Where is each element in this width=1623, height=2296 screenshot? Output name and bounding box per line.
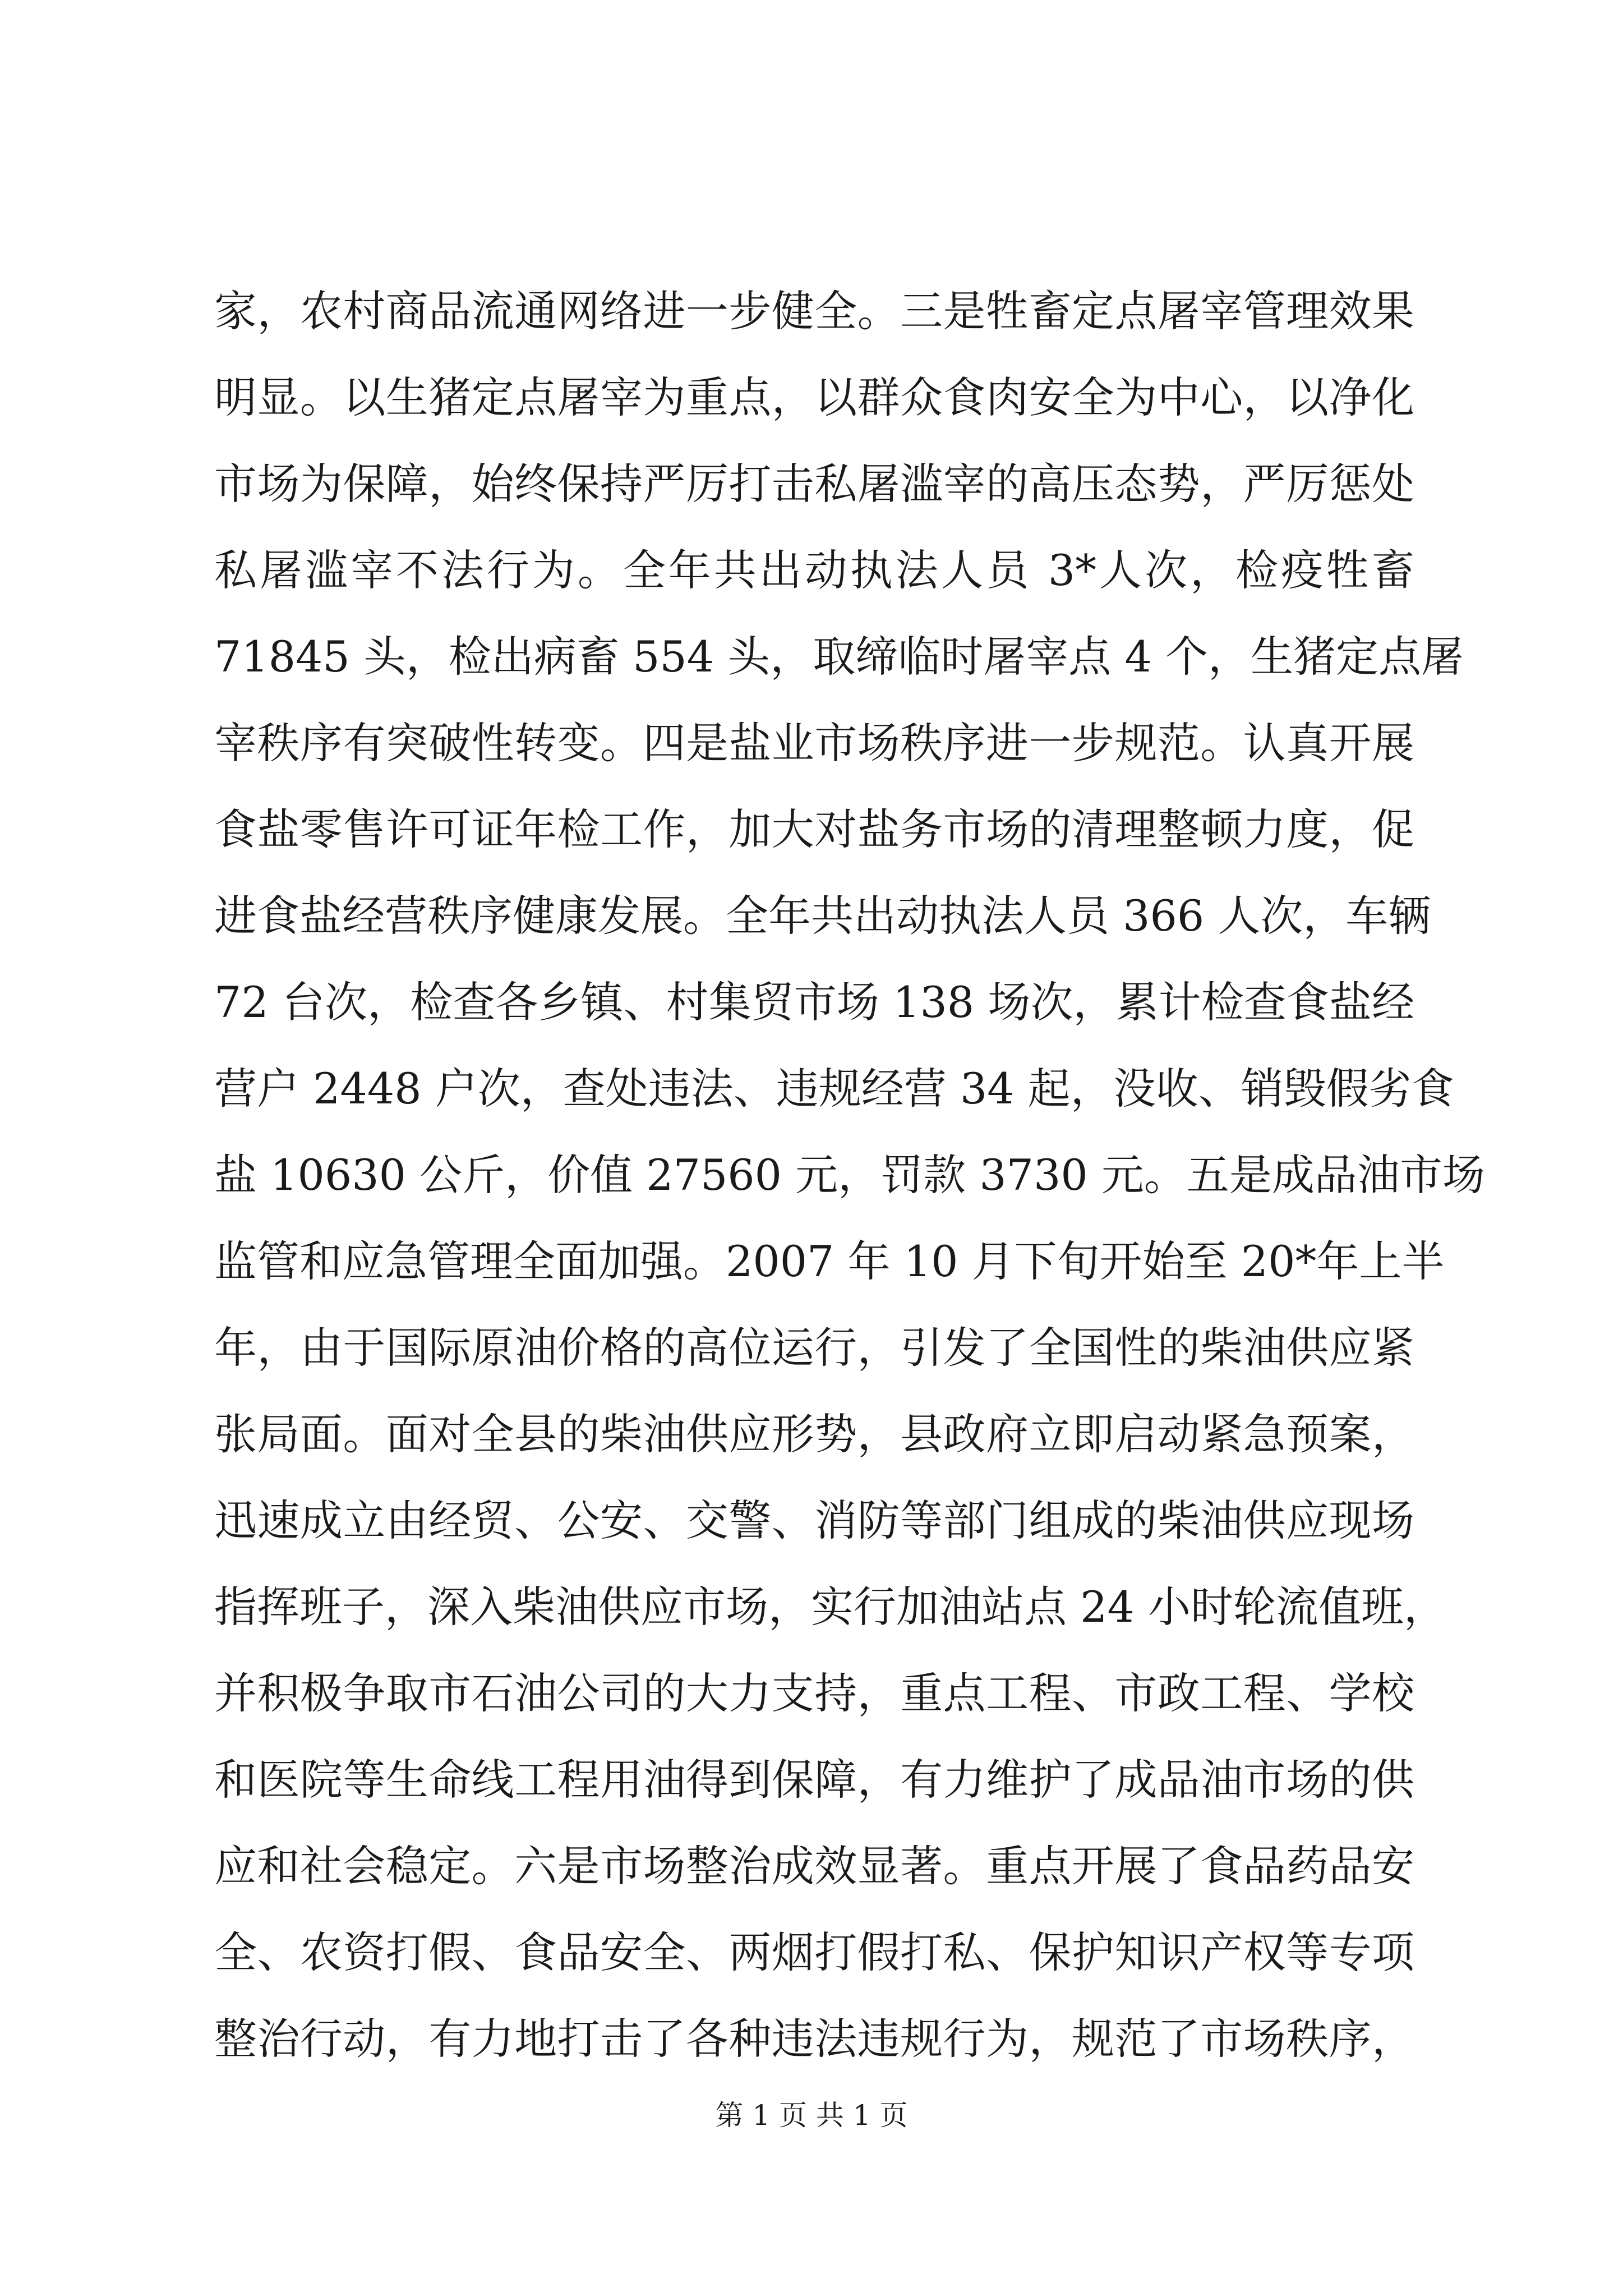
text-line: 年，由于国际原油价格的高位运行，引发了全国性的柴油供应紧 [214,1323,1414,1373]
text-line: 应和社会稳定。六是市场整治成效显著。重点开展了食品药品安 [214,1841,1414,1891]
text-line: 明显。以生猪定点屠宰为重点，以群众食肉安全为中心，以净化 [214,372,1414,422]
text-line: 市场为保障，始终保持严厉打击私屠滥宰的高压态势，严厉惩处 [214,459,1414,509]
text-line: 营户 2448 户次，查处违法、违规经营 34 起，没收、销毁假劣食 [214,1064,1454,1114]
text-line: 整治行动，有力地打击了各种违法违规行为，规范了市场秩序， [214,2014,1414,2064]
text-line: 全、农资打假、食品安全、两烟打假打私、保护知识产权等专项 [214,1927,1414,1977]
body-text [214,268,1485,2082]
text-line: 72 台次，检查各乡镇、村集贸市场 138 场次，累计检查食盐经 [214,977,1414,1027]
text-line: 71845 头，检出病畜 554 头，取缔临时屠宰点 4 个，生猪定点屠 [214,632,1464,682]
text-line: 私屠滥宰不法行为。全年共出动执法人员 3*人次，检疫牲畜 [214,545,1414,595]
text-line: 和医院等生命线工程用油得到保障，有力维护了成品油市场的供 [214,1755,1414,1805]
text-line: 监管和应急管理全面加强。2007 年 10 月下旬开始至 20*年上半 [214,1236,1445,1286]
text-line: 家，农村商品流通网络进一步健全。三是牲畜定点屠宰管理效果 [214,286,1414,336]
text-line: 迅速成立由经贸、公安、交警、消防等部门组成的柴油供应现场 [214,1496,1414,1545]
text-line: 进食盐经营秩序健康发展。全年共出动执法人员 366 人次，车辆 [214,891,1431,941]
text-line: 盐 10630 公斤，价值 27560 元，罚款 3730 元。五是成品油市场 [214,1150,1485,1200]
text-line: 指挥班子，深入柴油供应市场，实行加油站点 24 小时轮流值班， [214,1582,1447,1632]
text-line: 宰秩序有突破性转变。四是盐业市场秩序进一步规范。认真开展 [214,718,1414,768]
page-footer: 第 1 页 共 1 页 [715,2099,908,2132]
text-line: 食盐零售许可证年检工作，加大对盐务市场的清理整顿力度，促 [214,804,1414,854]
text-line: 张局面。面对全县的柴油供应形势，县政府立即启动紧急预案， [214,1409,1414,1459]
text-line: 并积极争取市石油公司的大力支持，重点工程、市政工程、学校 [214,1668,1414,1718]
